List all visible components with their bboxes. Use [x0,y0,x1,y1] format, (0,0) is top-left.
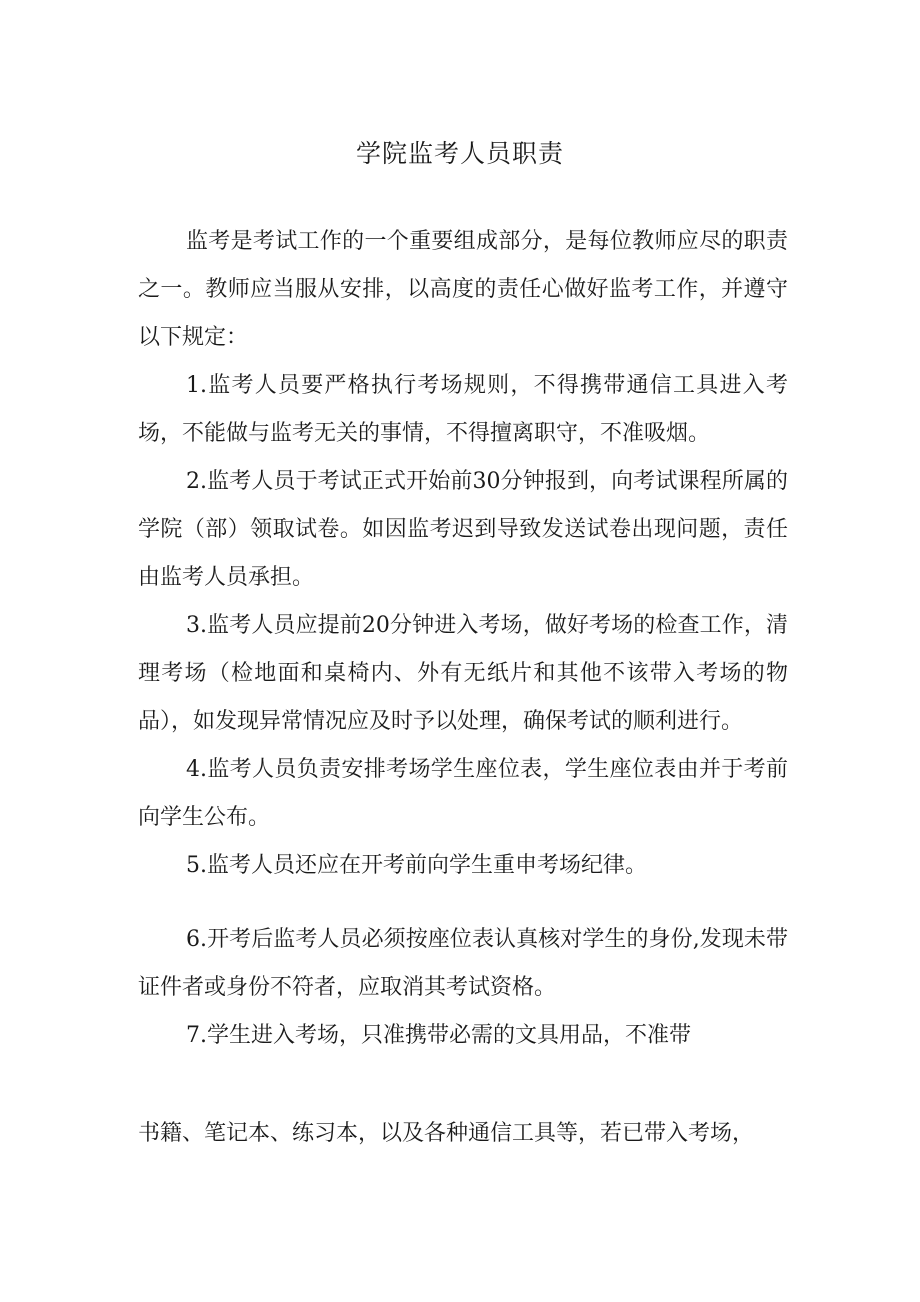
rule-7-continuation: 书籍、笔记本、练习本，以及各种通信工具等，若已带入考场， [138,1121,755,1146]
rule-3-paragraph: 3.监考人员应提前20分钟进入考场，做好考场的检查工作，清理考场（检地面和桌椅内、外有无纸片和其他不该带入考场的物品），如发现异常情况应及时予以处理，确保考试的顺利进行。 [138,613,788,734]
intro-paragraph: 监考是考试工作的一个重要组成部分，是每位教师应尽的职责之一。教师应当服从安排，以高度的责任心做好监考工作，并遵守以下规定： [138,229,788,350]
rule-5-paragraph: 5.监考人员还应在开考前向学生重申考场纪律。 [186,853,647,878]
rule-7-paragraph: 7.学生进入考场，只准携带必需的文具用品，不准带 [186,1023,691,1048]
rule-2-paragraph: 2.监考人员于考试正式开始前30分钟报到，向考试课程所属的学院（部）领取试卷。如因监考迟到导致发送试卷出现问题，责任由监考人员承担。 [138,469,788,590]
document-title: 学院监考人员职责 [355,139,564,168]
rule-6-paragraph: 6.开考后监考人员必须按座位表认真核对学生的身份,发现未带证件者或身份不符者，应取消其考试资格。 [138,927,788,1000]
rule-4-paragraph: 4.监考人员负责安排考场学生座位表，学生座位表由并于考前向学生公布。 [138,757,788,830]
rule-1-paragraph: 1.监考人员要严格执行考场规则，不得携带通信工具进入考场，不能做与监考无关的事情，不得擅离职守，不准吸烟。 [138,373,788,446]
